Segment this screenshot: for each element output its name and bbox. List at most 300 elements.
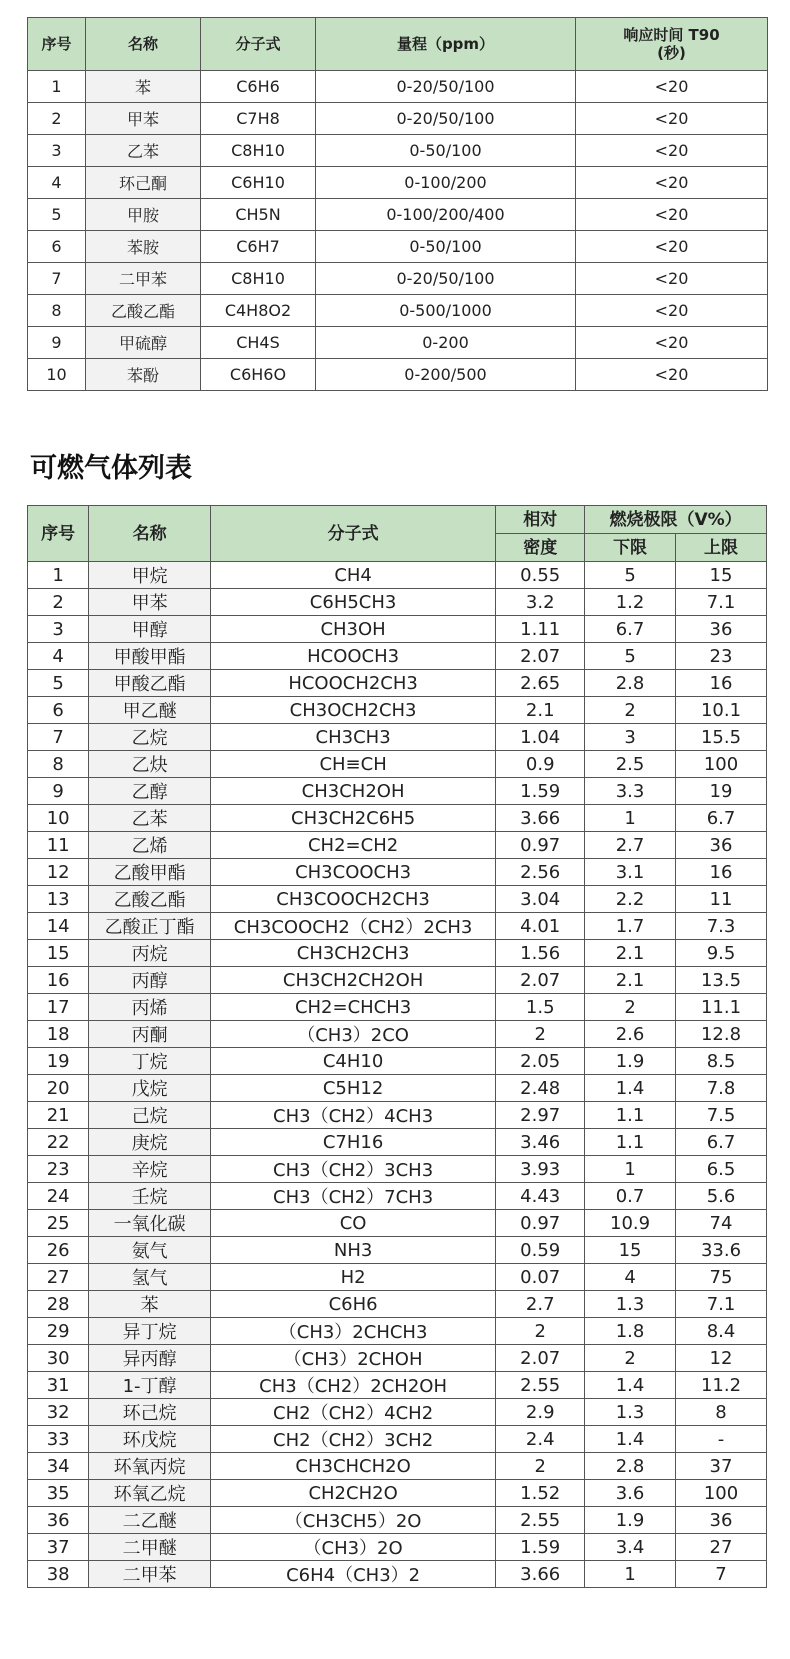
cell-name: 甲胺: [86, 199, 201, 231]
cell-lower-limit: 2.5: [585, 751, 676, 778]
table-row: [28, 1426, 767, 1453]
table-row: [28, 199, 768, 231]
cell-name: 1-丁醇: [89, 1372, 211, 1399]
cell-name: 丙烷: [89, 940, 211, 967]
cell-name: 乙苯: [89, 805, 211, 832]
cell-no: 34: [28, 1453, 89, 1480]
cell-no: 2: [28, 103, 86, 135]
cell-name: 丙酮: [89, 1021, 211, 1048]
cell-range: 0-100/200/400: [316, 199, 576, 231]
cell-formula: CH3CHCH2O: [210, 1453, 495, 1480]
table-row: [28, 670, 767, 697]
cell-lower-limit: 2.2: [585, 886, 676, 913]
cell-range: 0-20/50/100: [316, 71, 576, 103]
cell-no: 12: [28, 859, 89, 886]
cell-no: 3: [28, 135, 86, 167]
cell-density: 0.9: [496, 751, 585, 778]
cell-upper-limit: 8: [676, 1399, 767, 1426]
cell-lower-limit: 1.9: [585, 1507, 676, 1534]
cell-no: 36: [28, 1507, 89, 1534]
table-row: [28, 832, 767, 859]
cell-upper-limit: 36: [676, 832, 767, 859]
cell-lower-limit: 2.1: [585, 967, 676, 994]
cell-name: 甲酸乙酯: [89, 670, 211, 697]
cell-formula: CH3COOCH2（CH2）2CH3: [210, 913, 495, 940]
cell-formula: CH3CH2OH: [210, 778, 495, 805]
cell-no: 24: [28, 1183, 89, 1210]
cell-no: 17: [28, 994, 89, 1021]
cell-name: 庚烷: [89, 1129, 211, 1156]
cell-density: 2.48: [496, 1075, 585, 1102]
table-row: [28, 1291, 767, 1318]
cell-range: 0-200/500: [316, 359, 576, 391]
cell-name: 甲醇: [89, 616, 211, 643]
table-row: [28, 1372, 767, 1399]
cell-no: 9: [28, 327, 86, 359]
col-header-limit: 燃烧极限（V%）: [585, 506, 767, 534]
cell-upper-limit: 6.7: [676, 1129, 767, 1156]
cell-formula: CO: [210, 1210, 495, 1237]
cell-lower-limit: 2.1: [585, 940, 676, 967]
table-row: [28, 1345, 767, 1372]
cell-formula: CH2=CHCH3: [210, 994, 495, 1021]
cell-formula: CH3CH3: [210, 724, 495, 751]
table-row: [28, 135, 768, 167]
cell-upper-limit: 5.6: [676, 1183, 767, 1210]
cell-name: 甲乙醚: [89, 697, 211, 724]
cell-no: 35: [28, 1480, 89, 1507]
col-header-formula: 分子式: [210, 506, 495, 562]
cell-formula: CH2（CH2）3CH2: [210, 1426, 495, 1453]
cell-density: 2.55: [496, 1372, 585, 1399]
cell-response-time: <20: [576, 103, 768, 135]
cell-name: 乙烯: [89, 832, 211, 859]
cell-density: 2.05: [496, 1048, 585, 1075]
table-header-row: [28, 18, 768, 71]
cell-lower-limit: 1.4: [585, 1426, 676, 1453]
cell-no: 33: [28, 1426, 89, 1453]
cell-upper-limit: 16: [676, 670, 767, 697]
cell-name: 丙醇: [89, 967, 211, 994]
cell-name: 异丁烷: [89, 1318, 211, 1345]
cell-no: 31: [28, 1372, 89, 1399]
cell-density: 2: [496, 1453, 585, 1480]
cell-lower-limit: 1: [585, 805, 676, 832]
cell-density: 0.07: [496, 1264, 585, 1291]
table-row: [28, 327, 768, 359]
cell-density: 1.56: [496, 940, 585, 967]
cell-name: 乙炔: [89, 751, 211, 778]
cell-name: 一氧化碳: [89, 1210, 211, 1237]
cell-name: 乙醇: [89, 778, 211, 805]
cell-formula: （CH3）2CHOH: [210, 1345, 495, 1372]
cell-formula: （CH3）2CHCH3: [210, 1318, 495, 1345]
table-row: [28, 724, 767, 751]
table-row: [28, 859, 767, 886]
cell-lower-limit: 2.6: [585, 1021, 676, 1048]
cell-formula: C8H10: [201, 263, 316, 295]
table-row: [28, 1156, 767, 1183]
col-header-response-time-line1: 响应时间 T90: [623, 26, 720, 44]
col-header-density-top: 相对: [496, 506, 585, 534]
cell-upper-limit: -: [676, 1426, 767, 1453]
table-row: [28, 697, 767, 724]
cell-formula: CH2（CH2）4CH2: [210, 1399, 495, 1426]
cell-upper-limit: 100: [676, 751, 767, 778]
cell-density: 2.65: [496, 670, 585, 697]
cell-lower-limit: 1: [585, 1561, 676, 1588]
cell-upper-limit: 10.1: [676, 697, 767, 724]
cell-no: 6: [28, 697, 89, 724]
gas-range-table: [27, 17, 768, 391]
cell-name: 氨气: [89, 1237, 211, 1264]
cell-upper-limit: 11.1: [676, 994, 767, 1021]
cell-name: 甲苯: [86, 103, 201, 135]
cell-upper-limit: 16: [676, 859, 767, 886]
cell-response-time: <20: [576, 167, 768, 199]
cell-formula: CH5N: [201, 199, 316, 231]
cell-formula: C6H5CH3: [210, 589, 495, 616]
cell-lower-limit: 3.3: [585, 778, 676, 805]
cell-name: 二乙醚: [89, 1507, 211, 1534]
cell-lower-limit: 15: [585, 1237, 676, 1264]
cell-name: 苯酚: [86, 359, 201, 391]
table-row: [28, 231, 768, 263]
cell-name: 壬烷: [89, 1183, 211, 1210]
cell-formula: C7H16: [210, 1129, 495, 1156]
cell-upper-limit: 75: [676, 1264, 767, 1291]
table-row: [28, 1237, 767, 1264]
cell-no: 22: [28, 1129, 89, 1156]
cell-upper-limit: 6.7: [676, 805, 767, 832]
cell-formula: C6H10: [201, 167, 316, 199]
cell-density: 3.66: [496, 1561, 585, 1588]
cell-density: 2.4: [496, 1426, 585, 1453]
cell-name: 乙苯: [86, 135, 201, 167]
cell-upper-limit: 15.5: [676, 724, 767, 751]
cell-formula: CH2CH2O: [210, 1480, 495, 1507]
cell-formula: CH3（CH2）4CH3: [210, 1102, 495, 1129]
cell-upper-limit: 15: [676, 562, 767, 589]
cell-formula: C6H4（CH3）2: [210, 1561, 495, 1588]
table-row: [28, 1075, 767, 1102]
table-row: [28, 778, 767, 805]
table-row: [28, 751, 767, 778]
table-row: [28, 1399, 767, 1426]
cell-formula: （CH3）2CO: [210, 1021, 495, 1048]
table-row: [28, 616, 767, 643]
cell-density: 3.04: [496, 886, 585, 913]
cell-lower-limit: 2.7: [585, 832, 676, 859]
table-row: [28, 1318, 767, 1345]
cell-lower-limit: 1.4: [585, 1075, 676, 1102]
cell-density: 4.01: [496, 913, 585, 940]
col-header-name: 名称: [86, 18, 201, 71]
cell-formula: C5H12: [210, 1075, 495, 1102]
table-row: [28, 589, 767, 616]
cell-lower-limit: 4: [585, 1264, 676, 1291]
table-row: [28, 994, 767, 1021]
cell-formula: H2: [210, 1264, 495, 1291]
cell-density: 3.2: [496, 589, 585, 616]
cell-density: 2.97: [496, 1102, 585, 1129]
cell-density: 2.07: [496, 1345, 585, 1372]
cell-name: 甲苯: [89, 589, 211, 616]
cell-upper-limit: 13.5: [676, 967, 767, 994]
table-header-row: [28, 506, 767, 534]
cell-formula: HCOOCH2CH3: [210, 670, 495, 697]
cell-formula: （CH3）2O: [210, 1534, 495, 1561]
cell-name: 乙酸正丁酯: [89, 913, 211, 940]
cell-density: 0.55: [496, 562, 585, 589]
table-row: [28, 167, 768, 199]
cell-upper-limit: 19: [676, 778, 767, 805]
table-row: [28, 359, 768, 391]
col-header-range: 量程（ppm）: [316, 18, 576, 71]
cell-no: 7: [28, 263, 86, 295]
cell-formula: CH≡CH: [210, 751, 495, 778]
cell-formula: CH4S: [201, 327, 316, 359]
cell-lower-limit: 1.1: [585, 1129, 676, 1156]
cell-no: 29: [28, 1318, 89, 1345]
cell-name: 乙酸乙酯: [89, 886, 211, 913]
cell-formula: CH3CH2CH3: [210, 940, 495, 967]
cell-lower-limit: 6.7: [585, 616, 676, 643]
cell-range: 0-50/100: [316, 231, 576, 263]
table-row: [28, 263, 768, 295]
cell-no: 11: [28, 832, 89, 859]
cell-lower-limit: 3.4: [585, 1534, 676, 1561]
cell-name: 辛烷: [89, 1156, 211, 1183]
cell-name: 二甲苯: [86, 263, 201, 295]
cell-no: 1: [28, 71, 86, 103]
col-header-no: 序号: [28, 18, 86, 71]
cell-no: 28: [28, 1291, 89, 1318]
cell-no: 23: [28, 1156, 89, 1183]
cell-name: 苯胺: [86, 231, 201, 263]
cell-formula: CH3（CH2）7CH3: [210, 1183, 495, 1210]
cell-formula: CH4: [210, 562, 495, 589]
table-row: [28, 1048, 767, 1075]
cell-no: 8: [28, 751, 89, 778]
cell-no: 20: [28, 1075, 89, 1102]
cell-upper-limit: 100: [676, 1480, 767, 1507]
cell-name: 丙烯: [89, 994, 211, 1021]
table-row: [28, 1210, 767, 1237]
table-row: [28, 913, 767, 940]
cell-upper-limit: 6.5: [676, 1156, 767, 1183]
cell-range: 0-500/1000: [316, 295, 576, 327]
table-row: [28, 295, 768, 327]
cell-no: 26: [28, 1237, 89, 1264]
cell-formula: CH3OCH2CH3: [210, 697, 495, 724]
cell-formula: C6H7: [201, 231, 316, 263]
table-row: [28, 1507, 767, 1534]
cell-lower-limit: 1.2: [585, 589, 676, 616]
cell-formula: HCOOCH3: [210, 643, 495, 670]
cell-upper-limit: 27: [676, 1534, 767, 1561]
cell-upper-limit: 74: [676, 1210, 767, 1237]
cell-response-time: <20: [576, 327, 768, 359]
cell-name: 甲烷: [89, 562, 211, 589]
cell-density: 2.07: [496, 643, 585, 670]
cell-lower-limit: 1.8: [585, 1318, 676, 1345]
cell-density: 2.7: [496, 1291, 585, 1318]
cell-upper-limit: 7.1: [676, 1291, 767, 1318]
table-row: [28, 643, 767, 670]
col-header-formula: 分子式: [201, 18, 316, 71]
cell-upper-limit: 33.6: [676, 1237, 767, 1264]
cell-lower-limit: 1.3: [585, 1399, 676, 1426]
cell-name: 苯: [86, 71, 201, 103]
cell-density: 2.9: [496, 1399, 585, 1426]
cell-density: 1.59: [496, 778, 585, 805]
cell-no: 7: [28, 724, 89, 751]
cell-range: 0-20/50/100: [316, 103, 576, 135]
cell-upper-limit: 7.3: [676, 913, 767, 940]
cell-lower-limit: 10.9: [585, 1210, 676, 1237]
cell-lower-limit: 2: [585, 1345, 676, 1372]
cell-formula: CH3CH2CH2OH: [210, 967, 495, 994]
cell-lower-limit: 1.4: [585, 1372, 676, 1399]
col-header-density-bottom: 密度: [496, 534, 585, 562]
cell-formula: CH3OH: [210, 616, 495, 643]
table-row: [28, 967, 767, 994]
cell-formula: CH3COOCH2CH3: [210, 886, 495, 913]
table-row: [28, 1102, 767, 1129]
cell-no: 15: [28, 940, 89, 967]
cell-name: 二甲醚: [89, 1534, 211, 1561]
table-row: [28, 805, 767, 832]
cell-lower-limit: 5: [585, 643, 676, 670]
cell-density: 3.66: [496, 805, 585, 832]
cell-upper-limit: 11.2: [676, 1372, 767, 1399]
cell-no: 3: [28, 616, 89, 643]
cell-upper-limit: 8.5: [676, 1048, 767, 1075]
cell-density: 0.97: [496, 1210, 585, 1237]
cell-density: 2: [496, 1318, 585, 1345]
cell-no: 21: [28, 1102, 89, 1129]
col-header-lower: 下限: [585, 534, 676, 562]
combustible-gas-table: [27, 505, 767, 1588]
cell-range: 0-50/100: [316, 135, 576, 167]
cell-density: 2.1: [496, 697, 585, 724]
cell-formula: C7H8: [201, 103, 316, 135]
cell-no: 14: [28, 913, 89, 940]
cell-density: 2: [496, 1021, 585, 1048]
col-header-upper: 上限: [676, 534, 767, 562]
cell-upper-limit: 7.5: [676, 1102, 767, 1129]
cell-range: 0-20/50/100: [316, 263, 576, 295]
cell-response-time: <20: [576, 199, 768, 231]
cell-upper-limit: 11: [676, 886, 767, 913]
cell-no: 38: [28, 1561, 89, 1588]
cell-lower-limit: 3: [585, 724, 676, 751]
cell-upper-limit: 9.5: [676, 940, 767, 967]
cell-lower-limit: 2: [585, 994, 676, 1021]
cell-no: 5: [28, 670, 89, 697]
cell-range: 0-100/200: [316, 167, 576, 199]
table-row: [28, 940, 767, 967]
cell-name: 环戊烷: [89, 1426, 211, 1453]
cell-density: 2.56: [496, 859, 585, 886]
table-row: [28, 1480, 767, 1507]
table-row: [28, 71, 768, 103]
cell-name: 环己酮: [86, 167, 201, 199]
cell-name: 戊烷: [89, 1075, 211, 1102]
cell-name: 异丙醇: [89, 1345, 211, 1372]
table-row: [28, 1129, 767, 1156]
cell-upper-limit: 37: [676, 1453, 767, 1480]
cell-lower-limit: 1.3: [585, 1291, 676, 1318]
cell-lower-limit: 3.6: [585, 1480, 676, 1507]
cell-formula: C6H6: [210, 1291, 495, 1318]
cell-density: 3.46: [496, 1129, 585, 1156]
table-row: [28, 103, 768, 135]
cell-response-time: <20: [576, 295, 768, 327]
table-row: [28, 562, 767, 589]
cell-response-time: <20: [576, 71, 768, 103]
cell-no: 4: [28, 167, 86, 199]
cell-formula: CH3（CH2）3CH3: [210, 1156, 495, 1183]
cell-formula: NH3: [210, 1237, 495, 1264]
cell-no: 19: [28, 1048, 89, 1075]
table-row: [28, 1453, 767, 1480]
cell-range: 0-200: [316, 327, 576, 359]
cell-no: 18: [28, 1021, 89, 1048]
cell-formula: C8H10: [201, 135, 316, 167]
cell-no: 4: [28, 643, 89, 670]
cell-density: 1.52: [496, 1480, 585, 1507]
table-row: [28, 886, 767, 913]
cell-name: 环氧乙烷: [89, 1480, 211, 1507]
cell-no: 2: [28, 589, 89, 616]
cell-no: 10: [28, 359, 86, 391]
cell-no: 37: [28, 1534, 89, 1561]
cell-formula: CH2=CH2: [210, 832, 495, 859]
cell-name: 苯: [89, 1291, 211, 1318]
cell-upper-limit: 12.8: [676, 1021, 767, 1048]
cell-upper-limit: 7.1: [676, 589, 767, 616]
cell-lower-limit: 2.8: [585, 1453, 676, 1480]
cell-density: 0.97: [496, 832, 585, 859]
cell-name: 氢气: [89, 1264, 211, 1291]
table-row: [28, 1183, 767, 1210]
cell-name: 环己烷: [89, 1399, 211, 1426]
cell-formula: C6H6: [201, 71, 316, 103]
cell-density: 1.5: [496, 994, 585, 1021]
cell-no: 6: [28, 231, 86, 263]
cell-no: 10: [28, 805, 89, 832]
cell-density: 1.59: [496, 1534, 585, 1561]
cell-no: 27: [28, 1264, 89, 1291]
cell-name: 乙烷: [89, 724, 211, 751]
cell-density: 1.04: [496, 724, 585, 751]
table-row: [28, 1534, 767, 1561]
cell-name: 乙酸甲酯: [89, 859, 211, 886]
cell-response-time: <20: [576, 359, 768, 391]
cell-formula: C6H6O: [201, 359, 316, 391]
cell-name: 乙酸乙酯: [86, 295, 201, 327]
cell-formula: （CH3CH5）2O: [210, 1507, 495, 1534]
col-header-name: 名称: [89, 506, 211, 562]
section-heading: 可燃气体列表: [30, 453, 192, 484]
cell-density: 2.07: [496, 967, 585, 994]
cell-no: 32: [28, 1399, 89, 1426]
table-row: [28, 1561, 767, 1588]
cell-lower-limit: 2: [585, 697, 676, 724]
cell-no: 13: [28, 886, 89, 913]
